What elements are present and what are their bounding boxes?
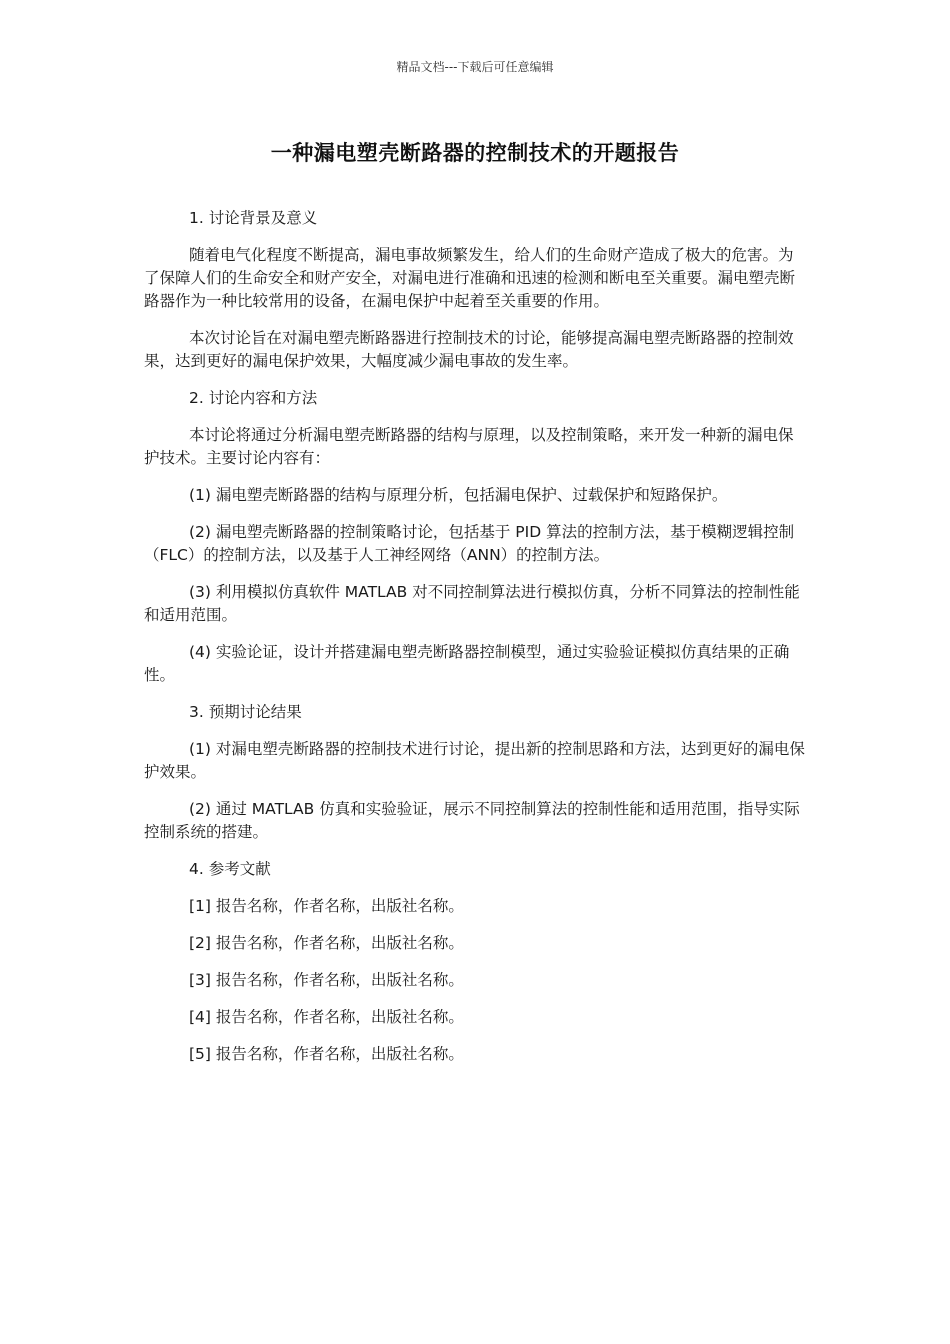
reference-item: [1] 报告名称，作者名称，出版社名称。: [189, 897, 464, 915]
section-heading: 4. 参考文献: [189, 860, 271, 878]
document-title: 一种漏电塑壳断路器的控制技术的开题报告: [270, 141, 680, 165]
body-paragraph: 随着电气化程度不断提高，漏电事故频繁发生，给人们的生命财产造成了极大的危害。为了保障人们的生命安全和财产安全，对漏电进行准确和迅速的检测和断电至关重要。漏电塑壳断路器作为一种比较常用的设备，在漏电保护中起着至关重要的作用。: [144, 246, 796, 310]
page-header-note: 精品文档---下载后可任意编辑: [396, 60, 554, 74]
section-heading: 3. 预期讨论结果: [189, 703, 302, 721]
section-heading: 2. 讨论内容和方法: [189, 389, 318, 407]
document-body: [144, 207, 806, 1080]
section-heading: 1. 讨论背景及意义: [189, 209, 318, 227]
body-paragraph: 本次讨论旨在对漏电塑壳断路器进行控制技术的讨论，能够提高漏电塑壳断路器的控制效果，达到更好的漏电保护效果，大幅度减少漏电事故的发生率。: [144, 329, 794, 370]
body-paragraph: 本讨论将通过分析漏电塑壳断路器的结构与原理，以及控制策略，来开发一种新的漏电保护技术。主要讨论内容有：: [144, 426, 794, 467]
list-item: (1) 漏电塑壳断路器的结构与原理分析，包括漏电保护、过载保护和短路保护。: [189, 486, 728, 504]
list-item: (3) 利用模拟仿真软件 MATLAB 对不同控制算法进行模拟仿真，分析不同算法的控制性能和适用范围。: [144, 583, 800, 624]
reference-item: [4] 报告名称，作者名称，出版社名称。: [189, 1008, 464, 1026]
reference-item: [2] 报告名称，作者名称，出版社名称。: [189, 934, 464, 952]
list-item: (2) 漏电塑壳断路器的控制策略讨论，包括基于 PID 算法的控制方法，基于模糊逻辑控制（FLC）的控制方法，以及基于人工神经网络（ANN）的控制方法。: [144, 523, 795, 564]
reference-item: [3] 报告名称，作者名称，出版社名称。: [189, 971, 464, 989]
reference-item: [5] 报告名称，作者名称，出版社名称。: [189, 1045, 464, 1063]
list-item: (4) 实验论证，设计并搭建漏电塑壳断路器控制模型，通过实验验证模拟仿真结果的正确性。: [144, 643, 790, 684]
list-item: (2) 通过 MATLAB 仿真和实验验证，展示不同控制算法的控制性能和适用范围，指导实际控制系统的搭建。: [144, 800, 800, 841]
list-item: (1) 对漏电塑壳断路器的控制技术进行讨论，提出新的控制思路和方法，达到更好的漏电保护效果。: [144, 740, 805, 781]
